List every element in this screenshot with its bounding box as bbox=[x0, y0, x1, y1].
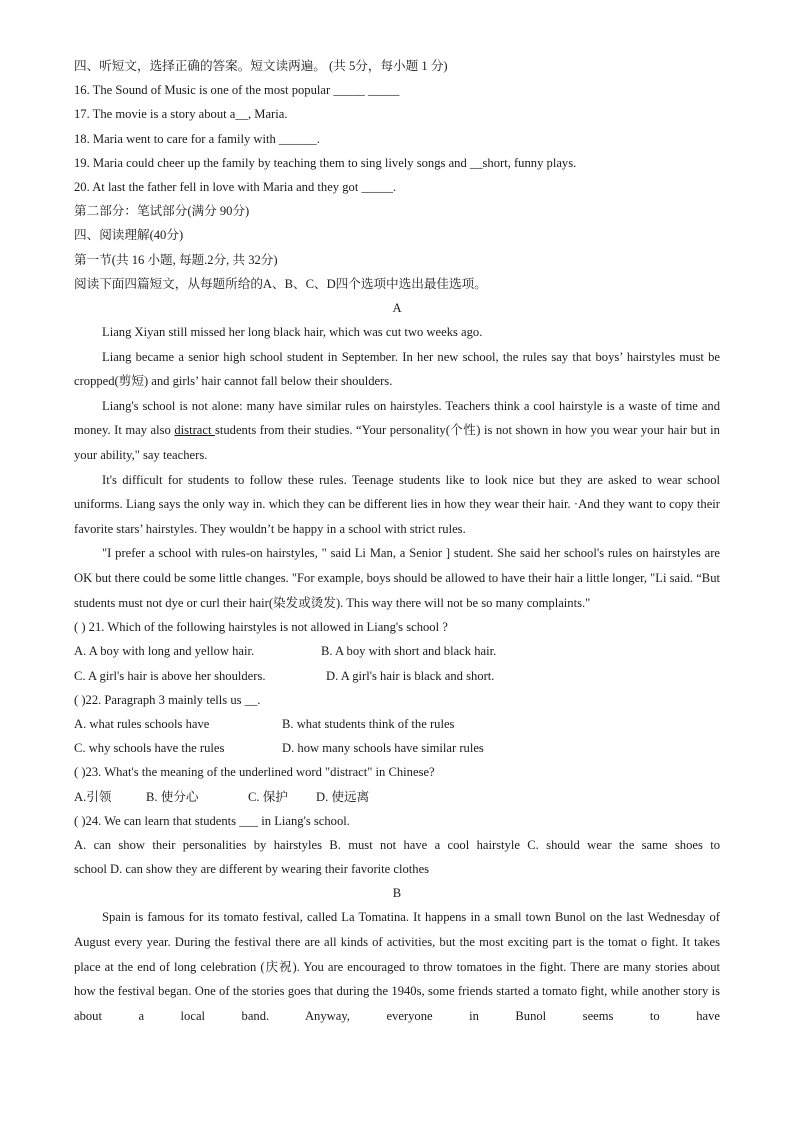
question-23-option-d: D. 使远离 bbox=[316, 789, 370, 804]
passage-a-paragraph-5: "I prefer a school with rules-on hairstyles, " said Li Man, a Senior ] student. She said her school's rules on hairstyles are OK but there could be some little changes. "For example, boys should be allowed to have their hair a little longer, "Li said. “But students must not dye or curl their hair(染发或烫发). This way there will not be so many complaints." bbox=[74, 546, 720, 610]
passage-a-label: A bbox=[392, 300, 402, 315]
question-22-options-row-1 bbox=[74, 712, 720, 736]
question-22-option-d: D. how many schools have similar rules bbox=[282, 741, 484, 756]
passage-a-paragraph-3 bbox=[74, 394, 720, 468]
listening-item-20: 20. At last the father fell in love with Maria and they got _____. bbox=[74, 179, 397, 194]
paragraph-3-text-end: students from their studies. “Your personality(个性) is not shown in how you wear your hair but in your ability," say teachers. bbox=[74, 423, 720, 463]
listening-heading: 四、听短文，选择正确的答案。短文读两遍。 (共 5分，每小题 1 分) bbox=[74, 59, 448, 73]
passage-b-paragraph-1: Spain is famous for its tomato festival, called La Tomatina. It happens in a small town Bunol on the last Wednesday of August every year. During the festival there are all kinds of activities, but the most exciting part is the tomat o fight. It takes place at the end of long celebration (庆祝). You are encouraged to throw tomatoes in the fight. There are many stories about how the festival began. One of the stories goes that during the 1940s, some friends started a tomato fight, while another story is about a local band. Anyway, everyone in Bunol seems to have bbox=[74, 910, 720, 1023]
question-24-options-line-2: school D. can show they are different by wearing their favorite clothes bbox=[74, 862, 430, 877]
exam-page bbox=[74, 54, 720, 1028]
passage-b-label: B bbox=[392, 886, 402, 901]
question-21-options-row-1 bbox=[74, 639, 720, 663]
question-21-options-row-2 bbox=[74, 664, 720, 688]
question-23-option-c: C. 保护 bbox=[248, 789, 288, 804]
paragraph-3-text-start: Liang's school is not alone: many have similar rules on hairstyles. Teachers think a cool hairstyle is a waste of time and money. It may also bbox=[74, 398, 720, 438]
question-24-stem: ( )24. We can learn that students ___ in Liang's school. bbox=[74, 813, 350, 828]
reading-subsection-title: 第一节(共 16 小题, 每题.2分, 共 32分) bbox=[74, 252, 278, 267]
passage-a-paragraph-4: It's difficult for students to follow these rules. Teenage students like to look nice but they are asked to wear school uniforms. Liang says the only way in. which they can be different lies in how they wear their hair. ·And they want to copy their favorite stars’ hairstyles. They wouldn’t be happy in a school with strict rules. bbox=[74, 472, 720, 536]
listening-item-19: 19. Maria could cheer up the family by teaching them to sing lively songs and __short, funny plays. bbox=[74, 155, 577, 170]
question-23-option-a: A.引领 bbox=[74, 789, 112, 804]
question-23-options-row bbox=[74, 785, 720, 809]
reading-instruction: 阅读下面四篇短文，从每题所给的A、B、C、D四个选项中选出最佳选项。 bbox=[74, 276, 487, 291]
listening-item-17: 17. The movie is a story about a__, Maria. bbox=[74, 107, 288, 122]
question-23-option-b: B. 使分心 bbox=[146, 789, 199, 804]
question-21-stem: ( ) 21. Which of the following hairstyles is not allowed in Liang's school ? bbox=[74, 620, 448, 635]
listening-item-18: 18. Maria went to care for a family with ______. bbox=[74, 131, 320, 146]
question-23-stem: ( )23. What's the meaning of the underlined word "distract" in Chinese? bbox=[74, 765, 435, 780]
written-part-title: 第二部分：笔试部分(满分 90分) bbox=[74, 204, 250, 219]
question-21-option-b: B. A boy with short and black hair. bbox=[321, 644, 497, 659]
question-22-option-c: C. why schools have the rules bbox=[74, 741, 225, 756]
question-21-option-d: D. A girl's hair is black and short. bbox=[326, 668, 495, 683]
question-22-option-a: A. what rules schools have bbox=[74, 716, 210, 731]
question-24-options-line-1: A. can show their personalities by hairstyles B. must not have a cool hairstyle C. should wear the same shoes to bbox=[74, 837, 720, 852]
question-22-option-b: B. what students think of the rules bbox=[282, 716, 455, 731]
reading-section-title: 四、阅读理解(40分) bbox=[74, 228, 184, 243]
passage-a-paragraph-1: Liang Xiyan still missed her long black hair, which was cut two weeks ago. bbox=[102, 325, 483, 340]
underlined-word-distract: distract bbox=[174, 423, 215, 438]
question-21-option-c: C. A girl's hair is above her shoulders. bbox=[74, 668, 266, 683]
question-22-options-row-2 bbox=[74, 736, 720, 760]
passage-a-paragraph-2: Liang became a senior high school student in September. In her new school, the rules say that boys’ hairstyles must be cropped(剪短) and girls’ hair cannot fall below their shoulders. bbox=[74, 349, 720, 389]
question-22-stem: ( )22. Paragraph 3 mainly tells us __. bbox=[74, 692, 261, 707]
question-21-option-a: A. A boy with long and yellow hair. bbox=[74, 644, 255, 659]
listening-item-16: 16. The Sound of Music is one of the most popular _____ _____ bbox=[74, 83, 400, 98]
